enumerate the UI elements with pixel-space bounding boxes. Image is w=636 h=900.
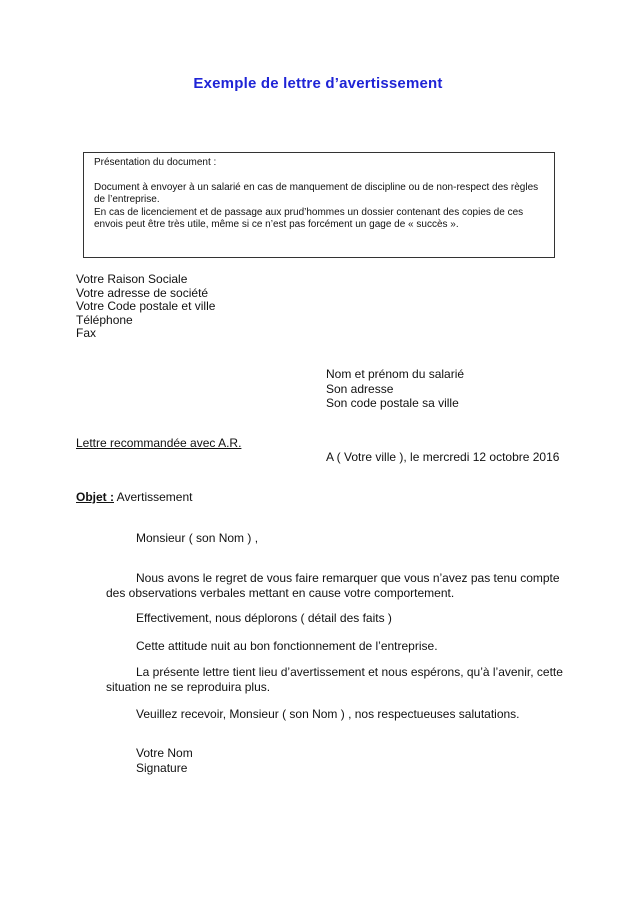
sender-phone: Téléphone [76, 312, 133, 327]
paragraph-1 [106, 571, 566, 601]
signature-block [136, 746, 193, 776]
signature-name: Votre Nom [136, 746, 193, 760]
subject-line [76, 490, 192, 505]
paragraph-4 [106, 665, 566, 695]
subject-label: Objet : [76, 490, 114, 504]
presentation-box [83, 152, 555, 258]
sender-postal-city: Votre Code postale et ville [76, 299, 216, 313]
paragraph-4-text: La présente lettre tient lieu d’avertissement et nous espérons, qu’à l’avenir, cette situation ne se reproduira plus. [106, 665, 563, 694]
salutation: Monsieur ( son Nom ) , [136, 531, 259, 545]
sender-address: Votre adresse de société [76, 285, 209, 300]
registered-mail-notice: Lettre recommandée avec A.R. [76, 436, 242, 450]
recipient-postal-city: Son code postale sa ville [326, 396, 459, 410]
sender-fax: Fax [76, 326, 97, 340]
paragraph-3: Cette attitude nuit au bon fonctionnement de l’entreprise. [136, 639, 438, 653]
paragraph-5: Veuillez recevoir, Monsieur ( son Nom ) , nos respectueuses salutations. [136, 707, 520, 721]
subject-value: Avertissement [114, 490, 193, 504]
paragraph-2: Effectivement, nous déplorons ( détail des faits ) [136, 611, 392, 625]
paragraph-1-text: Nous avons le regret de vous faire remarquer que vous n’avez pas tenu compte des observations verbales mettant en cause votre comportement. [106, 571, 560, 600]
recipient-name: Nom et prénom du salarié [326, 367, 465, 381]
presentation-text-2: En cas de licenciement et de passage aux prud’hommes un dossier contenant des copies de ces envois peut être très utile, même si ce n’est pas forcément un gage de « succès ». [94, 206, 524, 230]
recipient-block [326, 367, 464, 411]
sender-company: Votre Raison Sociale [76, 272, 188, 286]
place-date: A ( Votre ville ), le mercredi 12 octobre 2016 [326, 450, 560, 464]
document-title: Exemple de lettre d’avertissement [193, 75, 443, 92]
presentation-heading: Présentation du document : [94, 157, 217, 168]
recipient-address: Son adresse [326, 381, 394, 396]
sender-block [76, 273, 215, 341]
presentation-text-1: Document à envoyer à un salarié en cas de manquement de discipline ou de non-respect des règles de l’entreprise. [94, 181, 539, 205]
signature-label: Signature [136, 761, 188, 775]
